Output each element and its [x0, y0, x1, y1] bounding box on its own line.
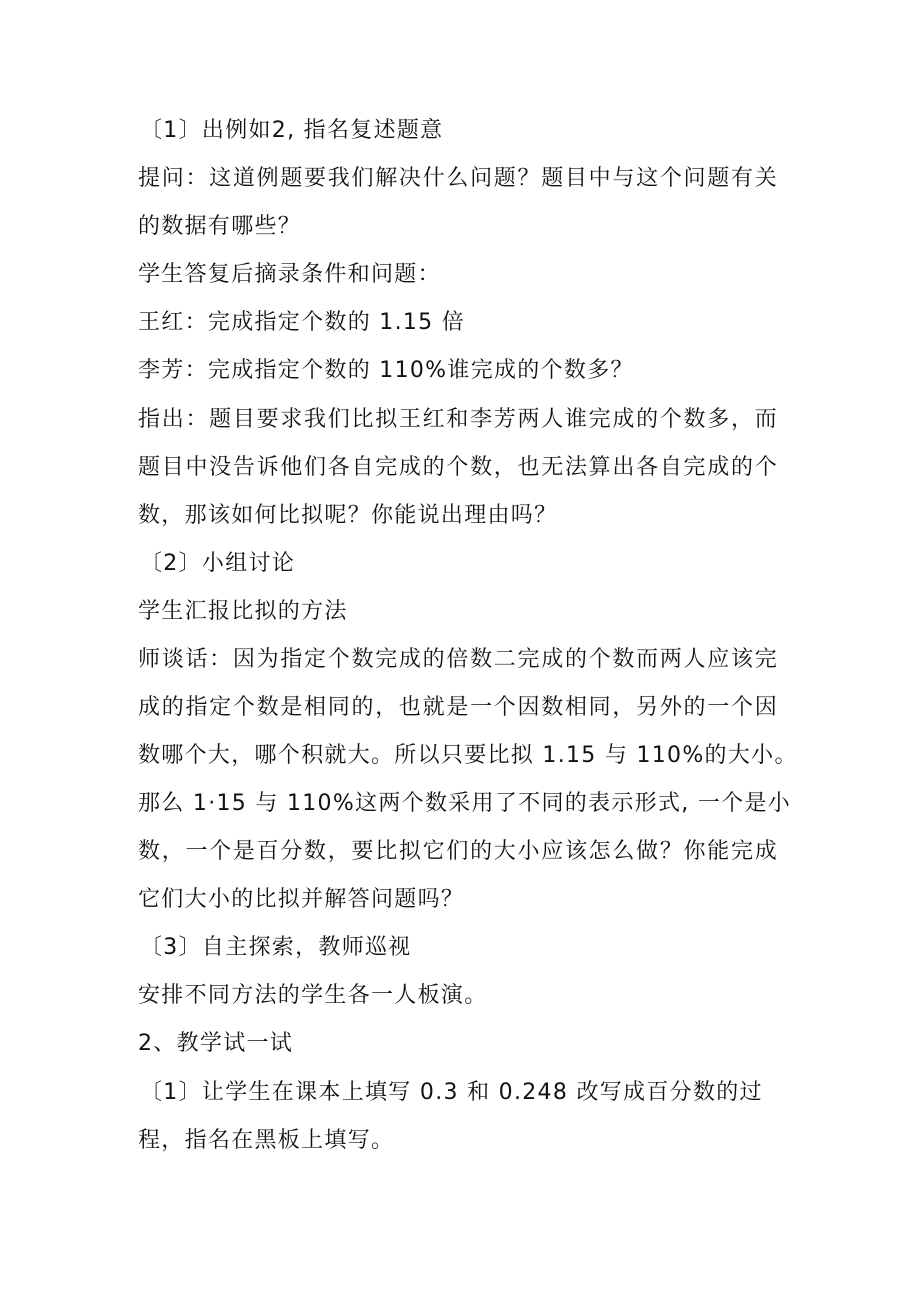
paragraph-line-13: 成的指定个数是相同的，也就是一个因数相同，另外的一个因	[138, 695, 778, 720]
paragraph-line-4: 学生答复后摘录条件和问题：	[138, 262, 441, 287]
paragraph-line-1: 〔1〕出例如2, 指名复述题意	[140, 118, 444, 143]
paragraph-line-11: 学生汇报比拟的方法	[138, 599, 348, 624]
paragraph-line-22: 程，指名在黑板上填写。	[138, 1128, 395, 1153]
paragraph-line-12: 师谈话：因为指定个数完成的倍数二完成的个数而两人应该完	[138, 647, 778, 672]
paragraph-line-17: 它们大小的比拟并解答问题吗？	[138, 887, 465, 912]
paragraph-line-10: 〔2〕小组讨论	[140, 551, 296, 576]
paragraph-line-15: 那么 1·15 与 110%这两个数采用了不同的表示形式, 一个是小	[138, 791, 792, 816]
paragraph-line-5: 王红：完成指定个数的 1.15 倍	[138, 310, 466, 335]
paragraph-line-9: 数，那该如何比拟呢？你能说出理由吗？	[138, 503, 558, 528]
paragraph-line-6: 李芳：完成指定个数的 110%谁完成的个数多？	[138, 358, 634, 383]
paragraph-line-14: 数哪个大，哪个积就大。所以只要比拟 1.15 与 110%的大小。	[138, 743, 798, 768]
paragraph-line-21: 〔1〕让学生在课本上填写 0.3 和 0.248 改写成百分数的过	[140, 1080, 763, 1105]
paragraph-line-19: 安排不同方法的学生各一人板演。	[138, 983, 488, 1008]
paragraph-line-7: 指出：题目要求我们比拟王红和李芳两人谁完成的个数多，而	[138, 407, 778, 432]
paragraph-line-16: 数，一个是百分数，要比拟它们的大小应该怎么做？你能完成	[138, 839, 778, 864]
paragraph-line-2: 提问：这道例题要我们解决什么问题？题目中与这个问题有关	[138, 166, 778, 191]
paragraph-line-18: 〔3〕自主探索，教师巡视	[140, 935, 412, 960]
paragraph-line-3: 的数据有哪些？	[138, 214, 302, 239]
section-heading: 2、教学试一试	[138, 1031, 294, 1056]
paragraph-line-8: 题目中没告诉他们各自完成的个数，也无法算出各自完成的个	[138, 455, 778, 480]
